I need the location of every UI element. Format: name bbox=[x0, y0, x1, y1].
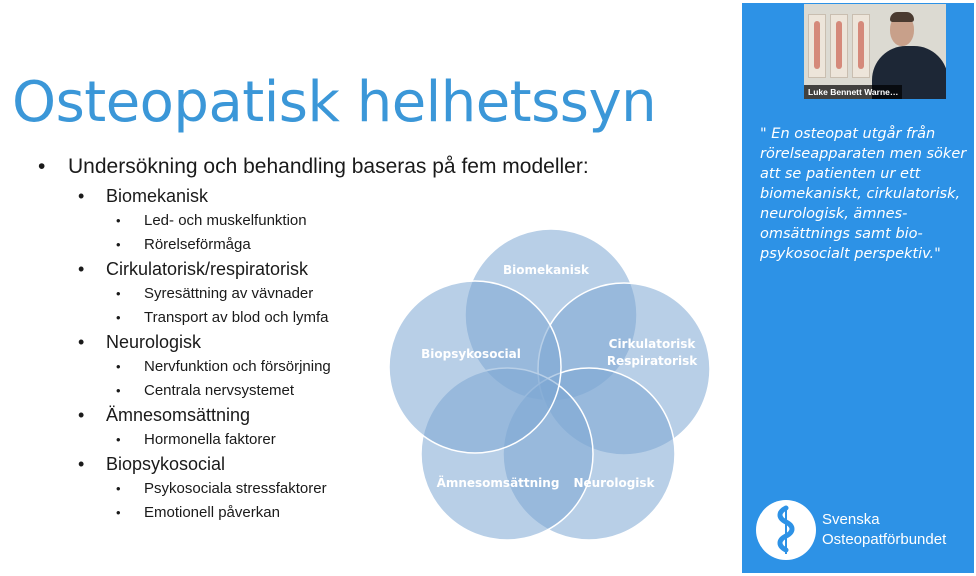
model-item: • Nervfunktion och försörjning bbox=[36, 355, 589, 379]
intro-bullet: • Undersökning och behandling baseras på fem modeller: bbox=[36, 150, 589, 184]
model-heading-biopsykosocial: • Biopsykosocial bbox=[36, 452, 589, 477]
quote-text: " En osteopat utgår från rörelseapparaten men söker att se patienten ur ett biomekaniskt, cirkulatorisk, neurologisk, ämnes-omsättnings samt bio-psykosocialt perspektiv." bbox=[760, 126, 967, 262]
organization-name-line2: Osteopatförbundet bbox=[822, 531, 947, 548]
venn-label-biomekanisk: Biomekanisk bbox=[502, 263, 590, 277]
model-heading-cirkulatorisk: • Cirkulatorisk/respiratorisk bbox=[36, 257, 589, 282]
anatomy-poster bbox=[808, 14, 826, 78]
slide-title: Osteopatisk helhetssyn bbox=[12, 70, 657, 135]
organization-name bbox=[822, 510, 946, 550]
venn-label-respiratorisk: Respiratorisk bbox=[606, 354, 698, 368]
webcam-video bbox=[804, 4, 946, 99]
model-item: • Emotionell påverkan bbox=[36, 501, 589, 525]
venn-circle-biopsykosocial bbox=[389, 281, 561, 453]
model-item: • Psykosociala stressfaktorer bbox=[36, 477, 589, 501]
venn-diagram bbox=[380, 222, 720, 572]
model-heading-biomekanisk: • Biomekanisk bbox=[36, 184, 589, 209]
model-item: • Syresättning av vävnader bbox=[36, 282, 589, 306]
model-heading-neurologisk: • Neurologisk bbox=[36, 330, 589, 355]
anatomy-poster bbox=[852, 14, 870, 78]
organization-name-line1: Svenska bbox=[822, 511, 880, 528]
model-item: • Centrala nervsystemet bbox=[36, 379, 589, 403]
model-item: • Rörelseförmåga bbox=[36, 233, 589, 257]
model-item: • Transport av blod och lymfa bbox=[36, 306, 589, 330]
model-heading-amnesomsattning: • Ämnesomsättning bbox=[36, 403, 589, 428]
venn-label-biopsykosocial: Biopsykosocial bbox=[421, 347, 521, 361]
anatomy-poster bbox=[830, 14, 848, 78]
participant-name-label: Luke Bennett Warne… bbox=[804, 85, 902, 99]
model-item: • Hormonella faktorer bbox=[36, 428, 589, 452]
venn-label-amnesomsattning: Ämnesomsättning bbox=[436, 476, 560, 490]
venn-label-cirkulatorisk: Cirkulatorisk bbox=[608, 337, 696, 351]
osteopath-logo-icon bbox=[756, 500, 816, 560]
model-item: • Led- och muskelfunktion bbox=[36, 209, 589, 233]
venn-label-neurologisk: Neurologisk bbox=[573, 476, 655, 490]
sidebar-panel bbox=[742, 3, 974, 573]
presenter-hair bbox=[890, 12, 914, 22]
